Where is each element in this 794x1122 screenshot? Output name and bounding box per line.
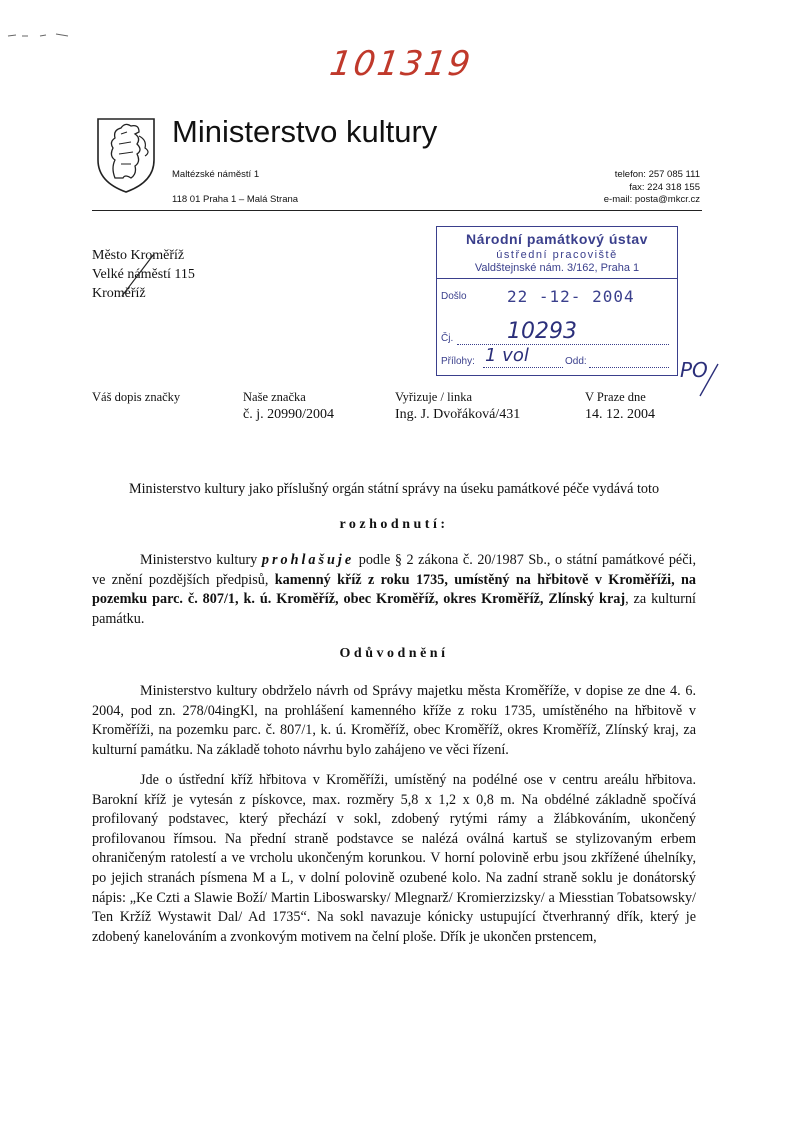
email: e-mail: posta@mkcr.cz — [603, 194, 700, 205]
stamp-attachments-dots — [483, 367, 563, 368]
handwritten-number: 101319 — [327, 44, 475, 84]
our-ref-value: č. j. 20990/2004 — [243, 407, 334, 422]
stamp-dept-dots — [589, 367, 669, 368]
stamp-subtitle: ústřední pracoviště — [496, 249, 618, 261]
fax: fax: 224 318 155 — [629, 181, 700, 193]
stamp-attachments-value: 1 vol — [485, 345, 529, 366]
recipient-city: Kroměříž — [92, 286, 146, 301]
decision-part3: , za kulturní památku. — [92, 591, 696, 627]
ministry-name: Ministerstvo kultury — [172, 114, 438, 149]
decision-paragraph — [92, 551, 696, 629]
header-divider — [92, 210, 702, 211]
address-street: Maltézské náměstí 1 — [172, 169, 260, 180]
your-ref-label: Váš dopis značky — [92, 390, 181, 404]
contact-block — [604, 169, 700, 207]
reasoning-heading: Odůvodnění — [339, 646, 449, 661]
our-ref — [243, 389, 334, 423]
reasoning-paragraph-2: Jde o ústřední kříž hřbitova v Kroměříži, umístěný na podélné ose v centru areálu hřbitova. Barokní kříž je vytesán z pískovce, max. rozměry 5,8 x 1,2 x 0,8 m. Na obdélné základně spočívá profilovaný podstavec, který přechází v sokl, zdobený rytými rámy a žlábkováním, ukončený profilovanou římsou. Na přední straně podstavce se nalézá oválná kartuš se stylizovaným erbem ohraničeným ratolestí a ve vrcholu ukončeným korunkou. V horní polovině erbu jsou zkřížené úhelníky, po jejich stranách písmena M a L, v dolní polovině ozubené kolo. Na zadní straně soklu je donátorský nápis: „Ke Czti a Slawie Boží/ Martin Liboswarsky/ Mlegnarž/ Kromierzizsky/ a Miesstian Tobatsowsky/ Ten Kržíž Wystawit Dal/ Ad 1735“. Na sokl navazuje kónicky ustupující čtverhranný dřík, který je zdobený kanelováním a zvonkovým motivem na čelní ploše. Dřík je ukončen prstencem, — [92, 772, 696, 945]
stamp-title: Národní památkový ústav — [466, 231, 648, 247]
your-ref — [92, 389, 180, 406]
handwritten-side-note: PO — [680, 358, 708, 382]
stamp-ref-label: Čj. — [441, 333, 454, 344]
decision-part1: Ministerstvo kultury — [140, 552, 258, 568]
stamp-divider — [437, 278, 677, 279]
decision-object: kamenný kříž z roku 1735, umístěný na hřbitově v Kroměříži, na pozemku parc. č. 807/1, k. ú. Kroměříž, obec Kroměříž, okres Kroměříž, Zlínský kraj — [92, 571, 696, 608]
intro-text: Ministerstvo kultury jako příslušný orgán státní správy na úseku památkové péče vydává toto — [128, 481, 660, 497]
place-label: V Praze dne — [585, 390, 646, 404]
decision-part2: podle § 2 zákona č. 20/1987 Sb., o státní památkové péči, ve znění pozdějších předpisů, — [92, 552, 697, 588]
decision-declares: prohlašuje — [261, 552, 355, 568]
handled-by — [395, 389, 520, 423]
scan-scribble — [6, 30, 76, 40]
stamp-attachments-label: Přílohy: — [441, 356, 475, 367]
recipient-name: Město Kroměříž — [92, 248, 185, 263]
stamp-address: Valdštejnské nám. 3/162, Praha 1 — [474, 262, 640, 274]
address-city: 118 01 Praha 1 – Malá Strana — [172, 194, 299, 205]
phone: telefon: 257 085 111 — [614, 169, 700, 180]
stamp-received-date: 22 -12- 2004 — [507, 287, 635, 306]
reasoning-paragraph-1: Ministerstvo kultury obdrželo návrh od Správy majetku města Kroměříže, v dopise ze dne 4. 6. 2004, pod zn. 278/04ingKl, na prohlášení kamenného kříže z roku 1735, umístěného na hřbitově v Kroměříži, na pozemku parc. č. 807/1, k. ú. Kroměříž, obec Kroměříž, okres Kroměříž, Zlínský kraj, za kulturní památku. Na základě tohoto návrhu bylo zahájeno ve věci řízení. — [92, 683, 696, 758]
stamp-ref-value: 10293 — [507, 319, 577, 344]
stamp-dept-label: Odd: — [565, 356, 587, 367]
decision-heading: rozhodnutí: — [339, 517, 449, 532]
recipient-street: Velké náměstí 115 — [92, 267, 195, 282]
our-ref-label: Naše značka — [243, 390, 306, 404]
handwritten-stroke — [692, 360, 722, 400]
handled-value: Ing. J. Dvořáková/431 — [395, 407, 521, 422]
handled-label: Vyřizuje / linka — [395, 390, 473, 404]
receiving-stamp — [436, 226, 678, 376]
place-date — [585, 389, 655, 423]
handwritten-strike — [118, 252, 158, 300]
stamp-received-label: Došlo — [441, 291, 467, 302]
coat-of-arms-icon — [95, 116, 157, 194]
place-date-value: 14. 12. 2004 — [585, 407, 655, 422]
